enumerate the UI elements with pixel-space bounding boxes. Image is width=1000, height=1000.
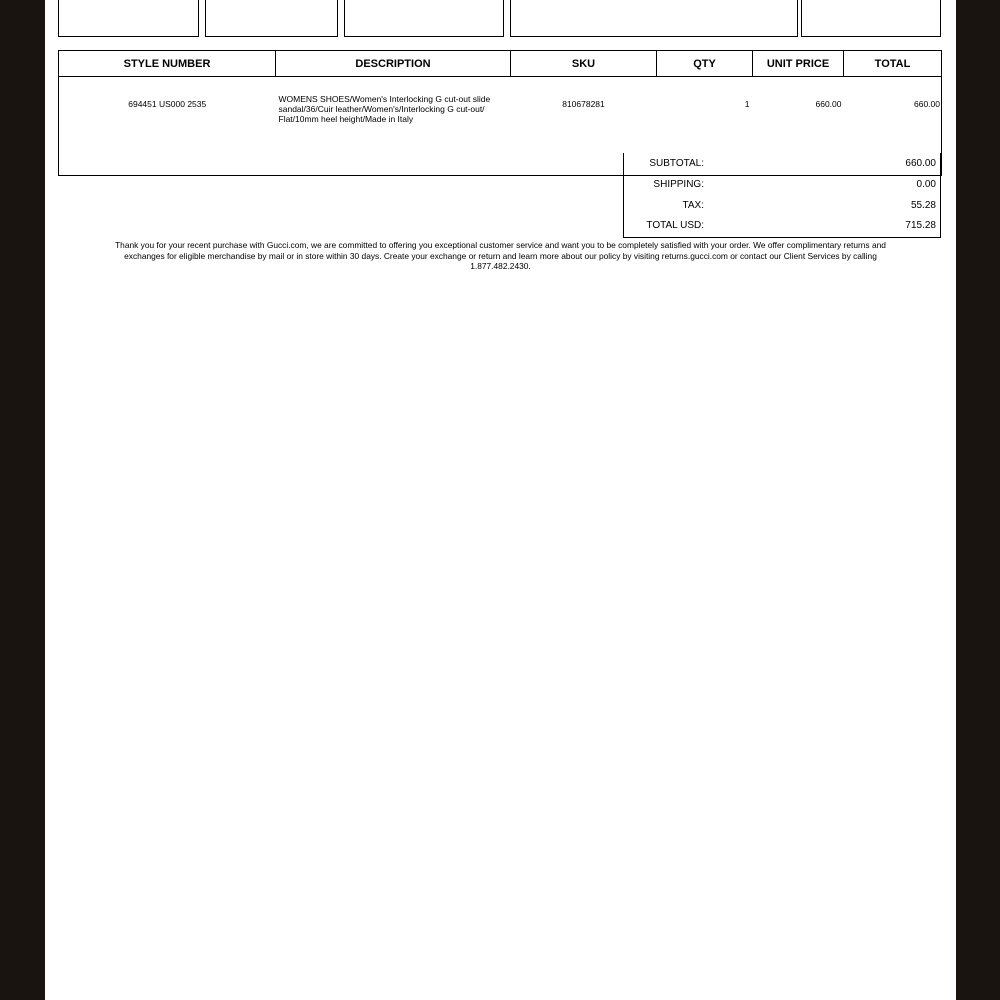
tax-row [624,196,940,216]
col-header-description: DESCRIPTION [276,51,511,77]
note-line: 1.877.482.2430. [470,261,531,271]
total-row [624,216,940,236]
shipping-label: SHIPPING: [653,179,704,190]
cell-qty: 1 [657,77,753,176]
header-box-4 [510,0,798,37]
subtotal-row [624,154,940,174]
invoice-page [45,0,956,1000]
table-header-row [59,51,942,77]
header-box-5 [801,0,941,37]
shipping-value: 0.00 [916,179,936,190]
col-header-sku: SKU [511,51,657,77]
tax-value: 55.28 [910,200,936,211]
col-header-qty: QTY [657,51,753,77]
cell-total: 660.00 [844,77,942,176]
description-line: WOMENS SHOES/Women's Interlocking G cut-out slide [278,94,491,104]
cell-description [276,77,511,176]
subtotal-label: SUBTOTAL: [649,158,704,169]
header-box-1 [58,0,199,37]
note-line: exchanges for eligible merchandise by mail or in store within 30 days. Create your exchange or return and learn more about our policy by visiting returns.gucci.com or contact our Client Services by calling [124,250,877,261]
total-label: TOTAL USD: [646,220,704,231]
totals-box [623,153,941,238]
cell-sku: 810678281 [511,77,657,176]
subtotal-value: 660.00 [905,158,936,169]
total-value: 715.28 [905,220,936,231]
col-header-total: TOTAL [844,51,942,77]
header-box-2 [205,0,338,37]
thank-you-note [73,240,928,272]
description-line: Flat/10mm heel height/Made in Italy [278,114,414,124]
header-box-3 [344,0,504,37]
note-line: Thank you for your recent purchase with Gucci.com, we are committed to offering you exceptional customer service and want you to be completely satisfied with your order. We offer complimentary returns and [115,240,886,250]
col-header-unit-price: UNIT PRICE [753,51,844,77]
cell-unit-price: 660.00 [753,77,844,176]
description-line: sandal/36/Cuir leather/Women's/Interlocking G cut-out/ [278,104,485,114]
cell-style-number: 694451 US000 2535 [59,77,276,176]
tax-label: TAX: [682,200,704,211]
col-header-style-number: STYLE NUMBER [59,51,276,77]
shipping-row [624,175,940,195]
